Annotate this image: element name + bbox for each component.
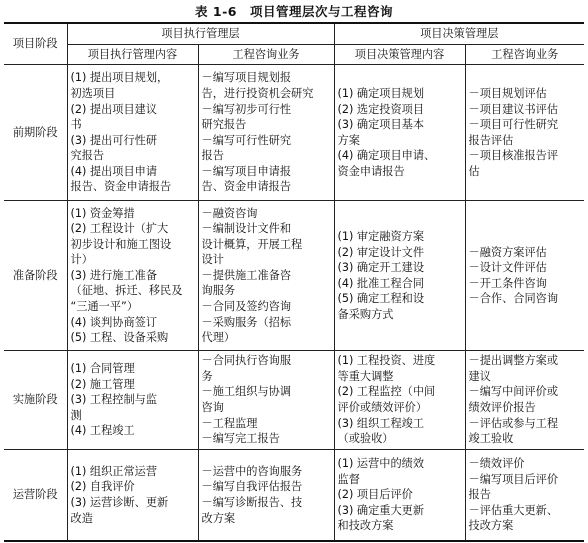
cell-line: 务 [201, 369, 213, 383]
cell-line: －编制设计文件和 [201, 222, 292, 236]
cell-line: －编写诊断报告、技 [201, 496, 303, 509]
cell-line: 告、资金申请报告 [201, 180, 292, 194]
cell-line: －工程监理 [201, 416, 258, 430]
cell-line: 计） [70, 253, 93, 267]
execution-content-header: 项目执行管理内容 [67, 44, 198, 65]
cell-line: (1) 合同管理 [70, 361, 135, 375]
decision-consulting-cell [465, 65, 584, 201]
cell-line: －运营中的咨询服务 [201, 464, 303, 478]
cell-line: (3) 进行施工准备 [70, 268, 158, 282]
cell-line: 初选项目 [70, 86, 116, 100]
cell-line: 设计 [201, 253, 224, 267]
cell-line: 报告 [468, 488, 491, 502]
cell-line: (3) 运营诊断、更新 [70, 496, 169, 509]
cell-line: 报告 [201, 149, 224, 163]
cell-line: －提供施工准备咨 [201, 268, 292, 282]
cell-line: －编写自我评估报告 [201, 480, 303, 494]
cell-line: (5) 工程、设备采购 [70, 331, 169, 345]
decision-content-header: 项目决策管理内容 [334, 44, 465, 65]
cell-line: －开工条件咨询 [468, 276, 547, 290]
cell-line: (2) 审定设计文件 [337, 245, 425, 259]
cell-line: 技改方案 [468, 519, 514, 533]
cell-line: (2) 自我评价 [70, 480, 135, 494]
cell-line: －合同及签约咨询 [201, 300, 292, 314]
stage-cell: 前期阶段 [4, 65, 67, 201]
cell-line: 监督 [337, 472, 360, 486]
cell-line: －评估重大更新、 [468, 503, 559, 517]
cell-line: 等重大调整 [337, 369, 394, 383]
cell-line: 估 [468, 164, 480, 178]
cell-line: －合同执行咨询服 [201, 354, 292, 368]
table-row [4, 351, 584, 450]
cell-line: (2) 工程设计（扩大 [70, 222, 169, 236]
cell-line: 评价或绩效评价） [337, 400, 428, 414]
cell-line: (1) 确定项目规划 [337, 86, 425, 100]
table-row [4, 449, 584, 541]
cell-line: (2) 选定投资项目 [337, 102, 425, 116]
execution-content-cell [67, 351, 198, 450]
cell-line: （或验收） [337, 432, 394, 446]
cell-line: (1) 资金筹措 [70, 206, 135, 220]
cell-line: (2) 项目后评价 [337, 488, 413, 502]
cell-line: (4) 工程竣工 [70, 424, 135, 438]
cell-line: 改方案 [201, 511, 236, 525]
cell-line: 研究报告 [201, 118, 247, 132]
decision-consulting-cell [465, 201, 584, 351]
cell-line: －编写可行性研究 [201, 133, 292, 147]
cell-line: －评估或参与工程 [468, 416, 559, 430]
project-management-table [4, 22, 584, 542]
cell-line: 建议 [468, 369, 491, 383]
cell-line: －施工组织与协调 [201, 385, 292, 399]
execution-consulting-cell [198, 201, 334, 351]
decision-consulting-cell [465, 449, 584, 541]
cell-line: 绩效评价报告 [468, 400, 536, 414]
cell-line: 资金申请报告 [337, 164, 405, 178]
cell-line: －合作、合同咨询 [468, 292, 559, 306]
cell-line: －编写中间评价或 [468, 385, 559, 399]
cell-line: 设计概算，开展工程 [201, 237, 303, 251]
sub-header-row [4, 44, 584, 65]
execution-content-cell [67, 449, 198, 541]
cell-line: “三通一平”） [70, 300, 139, 314]
cell-line: (4) 确定项目申请、 [337, 149, 436, 163]
cell-line: 初步设计和施工图设 [70, 237, 172, 251]
cell-line: －编写完工报告 [201, 432, 280, 446]
cell-line: －编写初步可行性 [201, 102, 292, 116]
cell-line: (3) 工程控制与监 [70, 393, 158, 407]
cell-line: (3) 确定重大更新 [337, 503, 425, 517]
decision-layer-header: 项目决策管理层 [334, 23, 584, 44]
cell-line: 备采购方式 [337, 307, 394, 321]
execution-consulting-cell [198, 351, 334, 450]
execution-consulting-cell [198, 449, 334, 541]
cell-line: －项目规划评估 [468, 86, 547, 100]
cell-line: 方案 [337, 133, 360, 147]
cell-line: －融资方案评估 [468, 245, 547, 259]
cell-line: －融资咨询 [201, 206, 258, 220]
cell-line: －绩效评价 [468, 457, 525, 471]
cell-line: －设计文件评估 [468, 261, 547, 275]
decision-consulting-header: 工程咨询业务 [465, 44, 584, 65]
cell-line: 测 [70, 408, 82, 422]
cell-line: (3) 确定开工建设 [337, 261, 425, 275]
execution-layer-header: 项目执行管理层 [67, 23, 334, 44]
cell-line: －编写项目规划报 [201, 71, 292, 85]
decision-content-cell [334, 351, 465, 450]
execution-content-cell [67, 201, 198, 351]
decision-content-cell [334, 65, 465, 201]
cell-line: (3) 组织工程竣工 [337, 416, 425, 430]
cell-line: (2) 施工管理 [70, 377, 135, 391]
cell-line: (4) 谈判协商签订 [70, 315, 158, 329]
decision-consulting-cell [465, 351, 584, 450]
cell-line: －提出调整方案或 [468, 354, 559, 368]
cell-line: －采购服务（招标 [201, 315, 292, 329]
cell-line: (1) 工程投资、进度 [337, 354, 436, 368]
cell-line: －编写项目申请报 [201, 164, 292, 178]
cell-line: 究报告 [70, 149, 105, 163]
execution-consulting-cell [198, 65, 334, 201]
group-header-row [4, 23, 584, 44]
cell-line: (1) 审定融资方案 [337, 229, 425, 243]
cell-line: 改造 [70, 511, 93, 525]
table-row [4, 201, 584, 351]
cell-line: (1) 运营中的绩效 [337, 457, 425, 471]
decision-content-cell [334, 449, 465, 541]
cell-line: (4) 批准工程合同 [337, 276, 425, 290]
cell-line: (1) 组织正常运营 [70, 464, 158, 478]
cell-line: (3) 确定项目基本 [337, 118, 425, 132]
cell-line: (5) 确定工程和设 [337, 292, 425, 306]
cell-line: 报告、资金申请报告 [70, 180, 172, 194]
decision-content-cell [334, 201, 465, 351]
table-row [4, 65, 584, 201]
cell-line: (4) 提出项目申请 [70, 164, 158, 178]
stage-cell: 准备阶段 [4, 201, 67, 351]
cell-line: 告，进行投资机会研究 [201, 86, 314, 100]
cell-line: －项目建议书评估 [468, 102, 559, 116]
cell-line: (3) 提出可行性研 [70, 133, 158, 147]
stage-header: 项目阶段 [4, 23, 67, 65]
cell-line: －项目可行性研究 [468, 118, 559, 132]
stage-cell: 运营阶段 [4, 449, 67, 541]
cell-line: －编写项目后评价 [468, 472, 559, 486]
cell-line: 和技改方案 [337, 519, 394, 533]
table-title: 表 1-6 项目管理层次与工程咨询 [195, 4, 393, 19]
cell-line: 咨询 [201, 400, 224, 414]
cell-line: 报告评估 [468, 133, 514, 147]
cell-line: 书 [70, 118, 82, 132]
cell-line: （征地、拆迁、移民及 [70, 284, 183, 298]
cell-line: (2) 提出项目建议 [70, 102, 158, 116]
stage-cell: 实施阶段 [4, 351, 67, 450]
cell-line: (2) 工程监控（中间 [337, 385, 436, 399]
cell-line: －项目核准报告评 [468, 149, 559, 163]
cell-line: (1) 提出项目规划， [70, 71, 169, 85]
cell-line: 代理） [201, 331, 236, 345]
execution-content-cell [67, 65, 198, 201]
cell-line: 竣工验收 [468, 432, 514, 446]
cell-line: 询服务 [201, 284, 236, 298]
execution-consulting-header: 工程咨询业务 [198, 44, 334, 65]
